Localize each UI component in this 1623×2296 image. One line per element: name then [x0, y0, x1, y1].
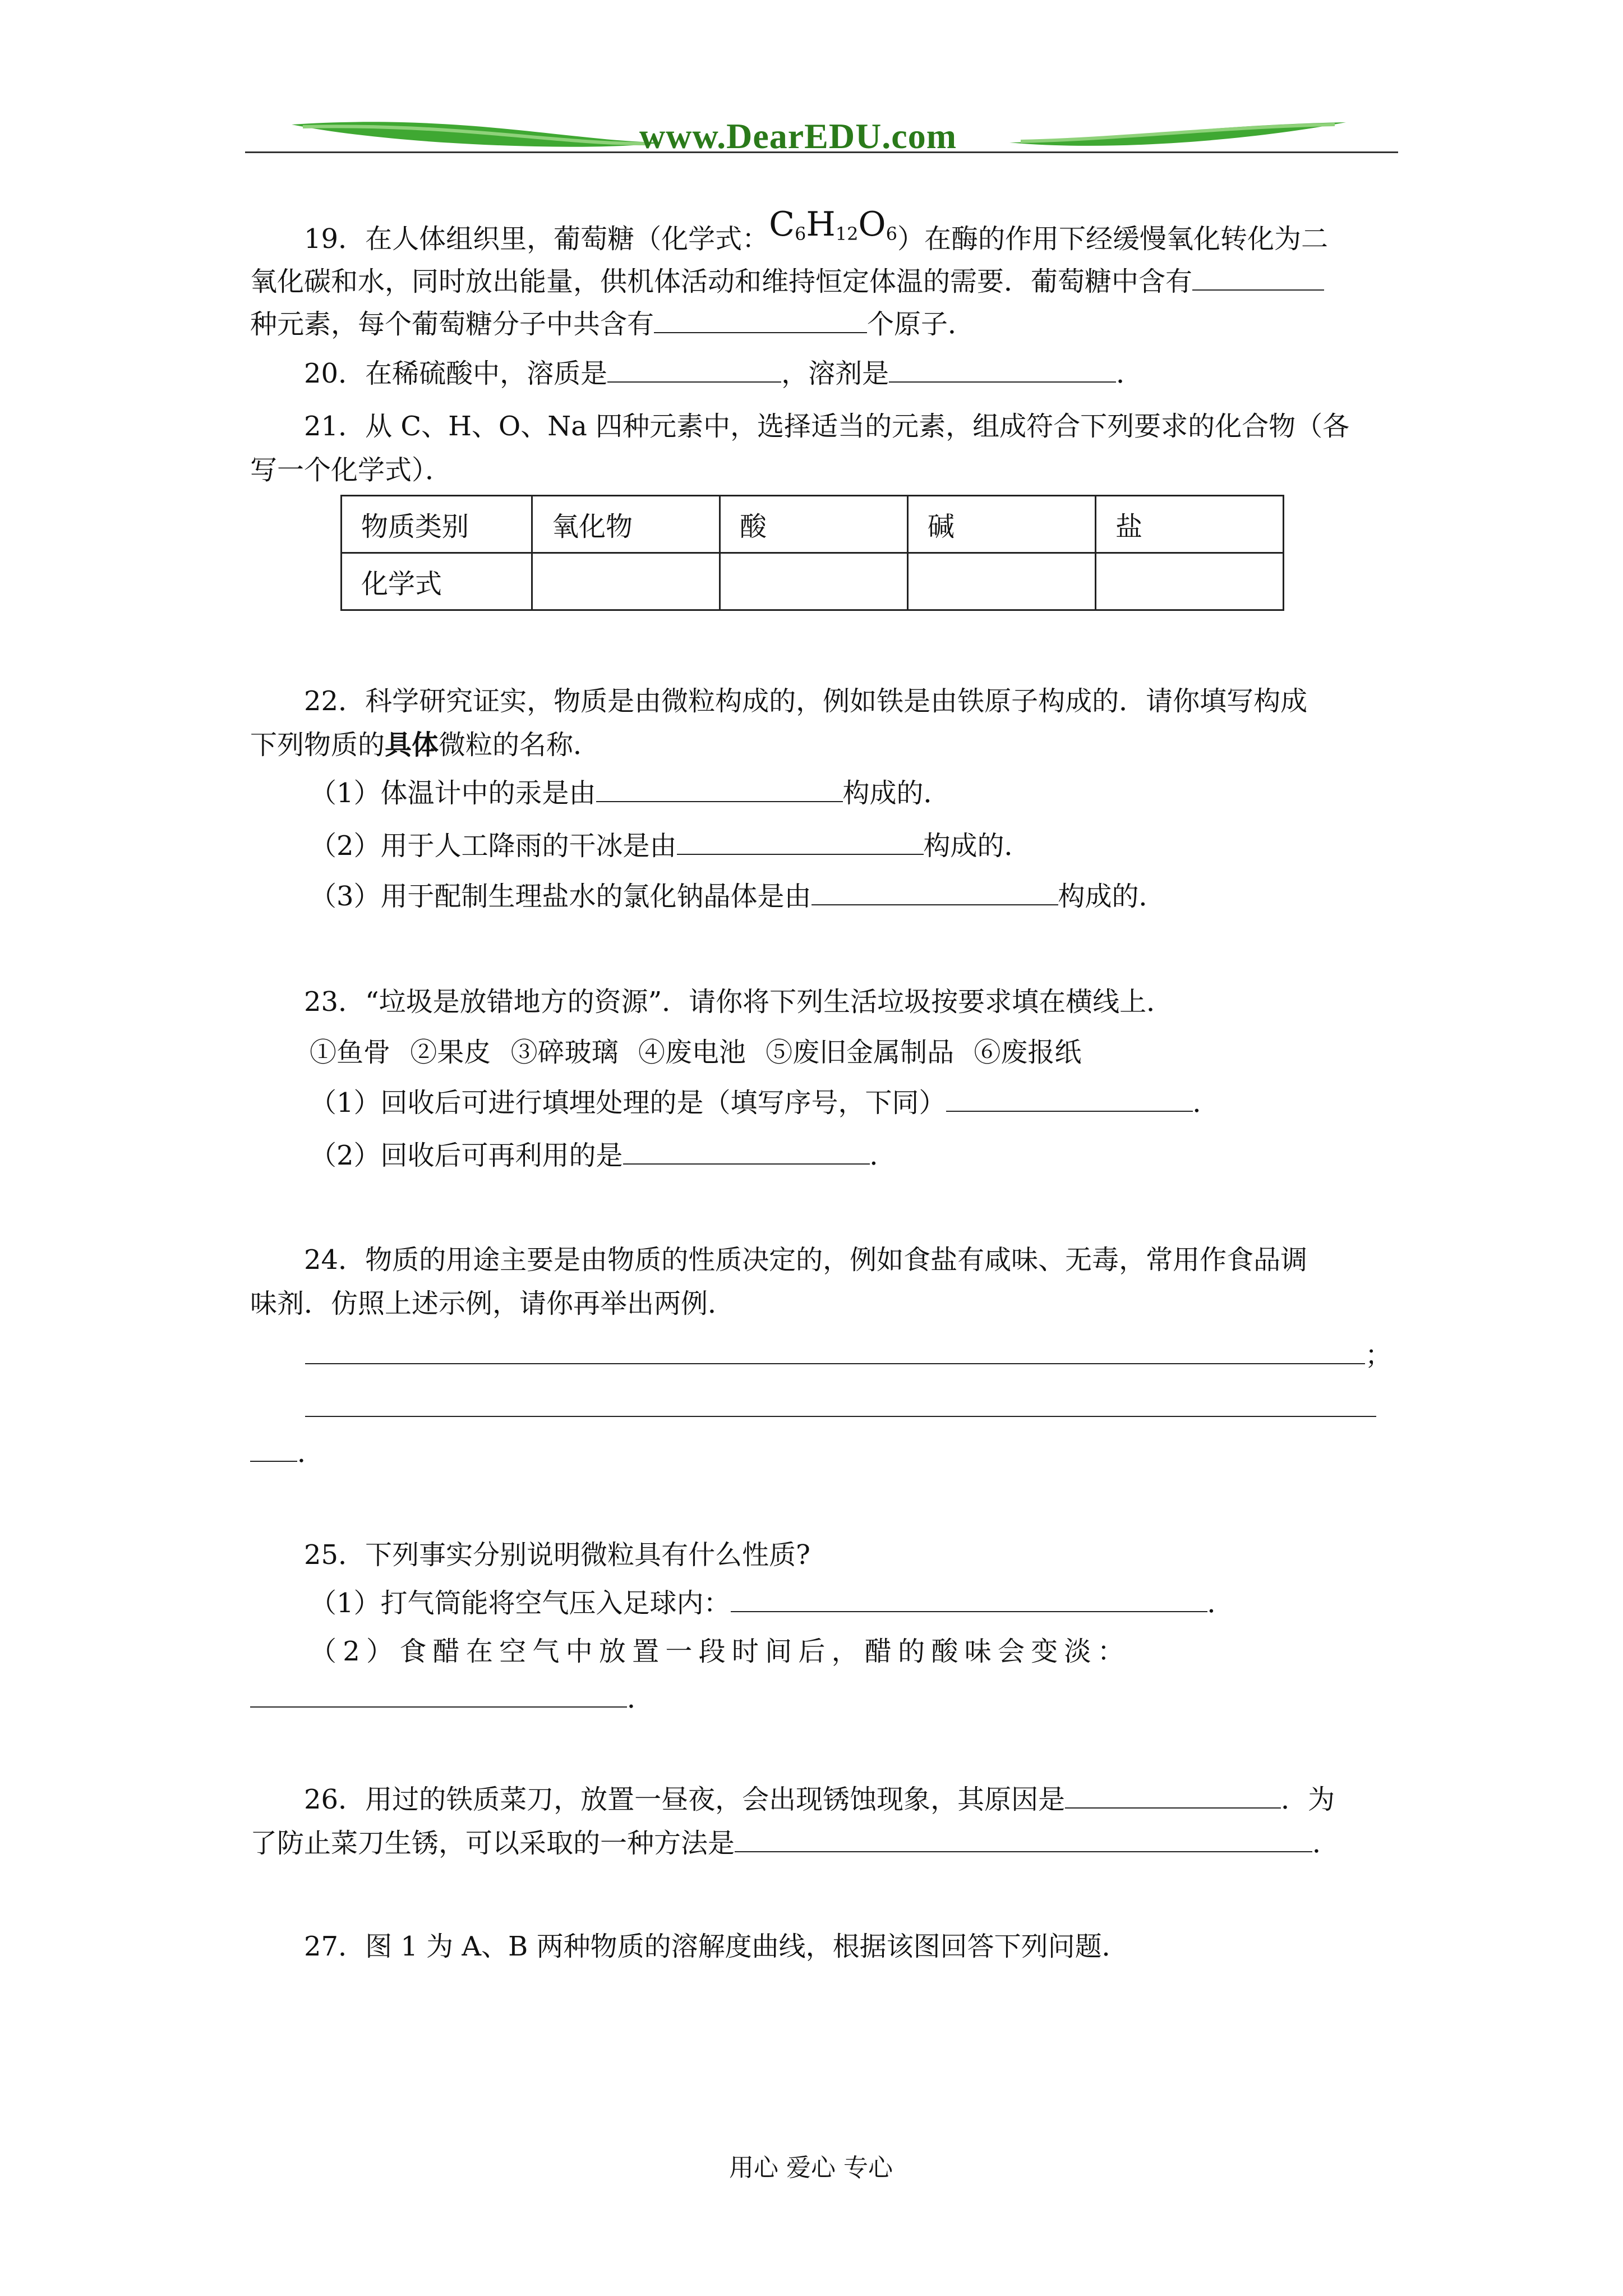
- q23-line-1: 23．“垃圾是放错地方的资源”．请你将下列生活垃圾按要求填在横线上．: [304, 986, 1174, 1018]
- q24-answer-2-tail: ．: [250, 1436, 324, 1470]
- table-answer-cell[interactable]: [720, 553, 908, 610]
- q26-line-2: 了防止菜刀生锈，可以采取的一种方法是 ．: [250, 1828, 1340, 1859]
- page-footer: 用心 爱心 专心: [729, 2154, 893, 2182]
- q26-blank-reason[interactable]: [1065, 1783, 1281, 1809]
- q19-line-1: [304, 205, 1328, 263]
- q19-text-1b: ）在酶的作用下经缓慢氧化转化为二: [897, 223, 1328, 255]
- q22-item-1: （1）体温计中的汞是由 构成的．: [310, 777, 951, 809]
- list-item: ②果皮: [410, 1037, 491, 1068]
- list-item: ④废电池: [638, 1037, 746, 1068]
- q25-blank-2[interactable]: [250, 1682, 627, 1708]
- q23-blank-1[interactable]: [946, 1086, 1193, 1112]
- table-answer-cell[interactable]: [1096, 553, 1284, 610]
- q25-item-2: （ 2 ） 食 醋 在 空 气 中 放 置 一 段 时 间 后 ， 醋 的 酸 味 会 变 淡 ：: [310, 1636, 1123, 1667]
- q20-blank-solvent[interactable]: [889, 357, 1116, 383]
- q19-text-1a: 19．在人体组织里，葡萄糖（化学式：: [304, 223, 769, 255]
- q20-blank-solute[interactable]: [607, 357, 781, 383]
- table-header-cell: 碱: [908, 496, 1096, 553]
- q22-line-1: 22．科学研究证实，物质是由微粒构成的，例如铁是由铁原子构成的．请你填写构成: [304, 685, 1308, 717]
- list-item: ①鱼骨: [310, 1037, 391, 1068]
- q19-line-3: 种元素，每个葡萄糖分子中共含有 个原子．: [250, 309, 975, 340]
- q24-blank-2[interactable]: [305, 1391, 1376, 1417]
- q21-line-2: 写一个化学式）．: [250, 454, 453, 486]
- table-header-cell: 酸: [720, 496, 908, 553]
- q23-item-2: （2）回收后可再利用的是 ．: [310, 1140, 897, 1171]
- q23-items: [310, 1036, 1081, 1069]
- list-item: ⑥废报纸: [974, 1037, 1082, 1068]
- q23-item-1: （1）回收后可进行填埋处理的是（填写序号，下同） ．: [310, 1087, 1220, 1119]
- table-row: [342, 553, 1284, 610]
- q24-blank-1[interactable]: [305, 1338, 1365, 1364]
- table-answer-cell[interactable]: [532, 553, 720, 610]
- q22-blank-1[interactable]: [596, 776, 843, 802]
- q22-item-2: （2）用于人工降雨的干冰是由 构成的．: [310, 830, 1031, 862]
- q27-line-1: 27．图 1 为 A、B 两种物质的溶解度曲线，根据该图回答下列问题．: [304, 1931, 1129, 1962]
- q22-blank-2[interactable]: [677, 829, 924, 855]
- table-answer-cell[interactable]: [908, 553, 1096, 610]
- q20-line: 20．在稀硫酸中，溶质是 ，溶剂是 ．: [304, 358, 1144, 389]
- table-header-cell: 氧化物: [532, 496, 720, 553]
- q24-line-2: 味剂．仿照上述示例，请你再举出两例．: [250, 1288, 735, 1319]
- q25-item-1: （1）打气筒能将空气压入足球内： ．: [310, 1588, 1234, 1619]
- q25-item-2-answer: ．: [250, 1682, 654, 1715]
- q24-blank-2-tail[interactable]: [250, 1436, 297, 1462]
- header-rule: [245, 151, 1398, 153]
- q19-blank-atoms[interactable]: [654, 307, 867, 333]
- q26-blank-method[interactable]: [735, 1826, 1312, 1852]
- q22-line-2: 下列物质的具体微粒的名称．: [250, 729, 601, 761]
- header-logo: [292, 108, 1346, 158]
- q23-blank-2[interactable]: [623, 1139, 870, 1165]
- q19-blank-elements[interactable]: [1192, 265, 1324, 291]
- list-item: ⑤废旧金属制品: [766, 1037, 955, 1068]
- logo-text: www.DearEDU.com: [639, 116, 957, 156]
- table-header-cell: 盐: [1096, 496, 1284, 553]
- q19-line-2: 氧化碳和水，同时放出能量，供机体活动和维持恒定体温的需要．葡萄糖中含有: [250, 265, 1324, 298]
- q25-line-1: 25．下列事实分别说明微粒具有什么性质?: [304, 1539, 810, 1571]
- q21-line-1: 21．从 C、H、O、Na 四种元素中，选择适当的元素，组成符合下列要求的化合物（各: [304, 411, 1350, 442]
- q24-line-1: 24．物质的用途主要是由物质的性质决定的，例如食盐有咸味、无毒，常用作食品调: [304, 1244, 1308, 1276]
- q24-answer-1: ；: [305, 1338, 1392, 1372]
- q22-item-3: （3）用于配制生理盐水的氯化钠晶体是由 构成的．: [310, 881, 1166, 912]
- q26-line-1: 26．用过的铁质菜刀，放置一昼夜，会出现锈蚀现象，其原因是 ．为: [304, 1784, 1335, 1815]
- table-row-label: 化学式: [342, 553, 532, 610]
- table-header-cell: 物质类别: [342, 496, 532, 553]
- q22-blank-3[interactable]: [811, 880, 1058, 905]
- compound-table: [340, 495, 1284, 611]
- list-item: ③碎玻璃: [510, 1037, 619, 1068]
- q25-blank-1[interactable]: [731, 1586, 1207, 1612]
- table-row: [342, 496, 1284, 553]
- q24-answer-2: [305, 1391, 1376, 1425]
- glucose-formula: $C_6H_{12}O_6$: [769, 205, 897, 245]
